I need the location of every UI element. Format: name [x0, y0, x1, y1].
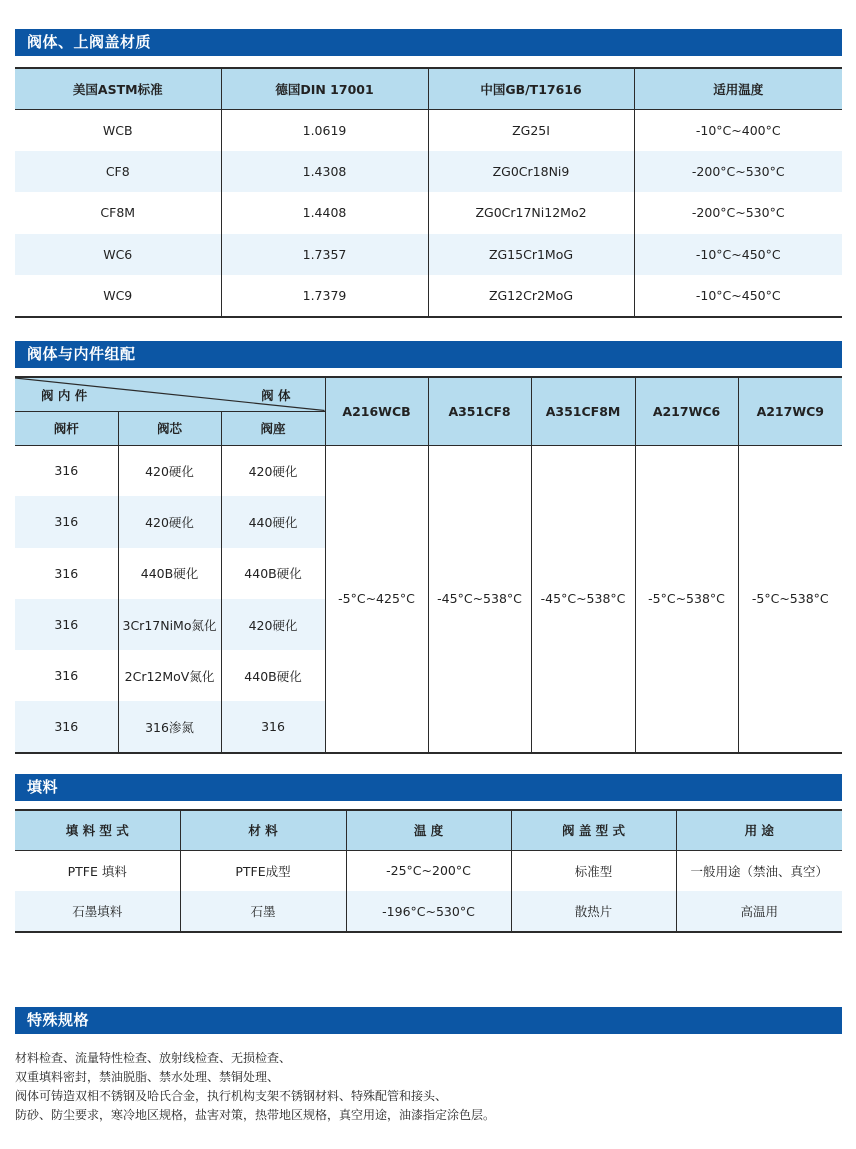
table-row [15, 891, 842, 932]
table-cell: 316 [15, 701, 118, 752]
table-cell: -10°C~450°C [634, 234, 842, 276]
temperature-cell: -5°C~538°C [635, 445, 738, 753]
table-row [15, 275, 842, 317]
column-header: 材 料 [180, 810, 346, 850]
table-cell: 440B硬化 [118, 548, 221, 599]
table-cell: 316渗氮 [118, 701, 221, 752]
column-header: 填 料 型 式 [15, 810, 180, 850]
assembly-table [15, 376, 842, 754]
column-header: 阀座 [221, 411, 325, 445]
note-line: 阀体可铸造双相不锈钢及哈氏合金，执行机构支架不锈钢材料、特殊配管和接头、 [15, 1089, 448, 1103]
table-cell: 1.7379 [221, 275, 428, 317]
table-cell: -25°C~200°C [346, 850, 511, 891]
column-header: A351CF8 [428, 377, 531, 445]
table-cell: 1.7357 [221, 234, 428, 276]
packing-section-title: 填料 [15, 774, 842, 801]
table-cell: 316 [54, 565, 79, 581]
table-header-row [15, 68, 842, 109]
table-cell: 散热片 [511, 891, 676, 932]
table-cell: 420硬化 [221, 599, 325, 650]
note-line: 双重填料密封，禁油脱脂、禁水处理、禁铜处理、 [15, 1070, 280, 1084]
assembly-section-title: 阀体与内件组配 [15, 341, 842, 368]
table-cell: -200°C~530°C [634, 192, 842, 234]
table-row [15, 109, 842, 151]
special-section-title: 特殊规格 [15, 1007, 842, 1034]
table-header-row [15, 377, 842, 411]
table-row [15, 234, 842, 276]
column-header: A217WC6 [635, 377, 738, 445]
table-cell: ZG0Cr18Ni9 [428, 151, 634, 193]
note-line: 防砂、防尘要求，寒冷地区规格，盐害对策，热带地区规格，真空用途，油漆指定涂色层。 [15, 1108, 496, 1122]
table-cell: 2Cr12MoV氮化 [118, 650, 221, 701]
table-cell: -10°C~400°C [634, 109, 842, 151]
table-cell: 316 [15, 599, 118, 650]
table-cell: -200°C~530°C [634, 151, 842, 193]
column-header: 适用温度 [634, 68, 842, 109]
column-header: 中国GB/T17616 [428, 68, 634, 109]
table-cell: PTFE成型 [180, 850, 346, 891]
table-cell: 316 [54, 668, 79, 684]
table-cell: CF8M [100, 205, 136, 221]
internals-label: 阀 内 件 [41, 388, 88, 403]
table-cell: CF8 [15, 151, 221, 193]
table-cell: 标准型 [511, 850, 676, 891]
materials-section-title: 阀体、上阀盖材质 [15, 29, 842, 56]
column-header: 美国ASTM标准 [15, 68, 221, 109]
table-cell: 1.4308 [221, 151, 428, 193]
diagonal-header [15, 377, 325, 411]
table-cell: ZG12Cr2MoG [428, 275, 634, 317]
table-cell: 440B硬化 [221, 650, 325, 701]
column-header: A217WC9 [738, 377, 842, 445]
table-cell: ZG25I [428, 109, 634, 151]
temperature-cell: -5°C~538°C [738, 445, 842, 753]
table-cell: 420硬化 [221, 445, 325, 496]
special-spec-notes [15, 1049, 495, 1125]
table-cell: 440硬化 [221, 496, 325, 547]
table-cell: ZG15Cr1MoG [428, 234, 634, 276]
table-cell: 420硬化 [118, 445, 221, 496]
column-header: A351CF8M [531, 377, 635, 445]
table-row [15, 445, 842, 496]
table-row [15, 151, 842, 193]
column-header: 用 途 [676, 810, 842, 850]
table-cell: WCB [102, 122, 133, 138]
column-header: 温 度 [346, 810, 511, 850]
table-cell: -196°C~530°C [346, 891, 511, 932]
table-cell: 3Cr17NiMo氮化 [118, 599, 221, 650]
column-header: 阀芯 [118, 411, 221, 445]
table-cell: 316 [221, 701, 325, 752]
table-header-row [15, 810, 842, 850]
note-line: 材料检查、流量特性检查、放射线检查、无损检查、 [15, 1051, 292, 1065]
table-cell: ZG0Cr17Ni12Mo2 [428, 192, 634, 234]
column-header: A216WCB [325, 377, 428, 445]
table-row [15, 850, 842, 891]
table-row [15, 192, 842, 234]
table-cell: PTFE 填料 [67, 863, 127, 879]
table-cell: 一般用途（禁油、真空） [676, 850, 842, 891]
table-cell: WC6 [15, 234, 221, 276]
table-cell: 石墨填料 [15, 891, 180, 932]
table-cell: 1.4408 [221, 192, 428, 234]
packing-table [15, 809, 842, 933]
table-cell: 420硬化 [118, 496, 221, 547]
temperature-cell: -45°C~538°C [531, 445, 635, 753]
materials-table [15, 67, 842, 318]
column-header: 阀 盖 型 式 [511, 810, 676, 850]
body-label: 阀 体 [261, 388, 291, 403]
column-header: 阀杆 [15, 411, 118, 445]
table-cell: 316 [54, 463, 79, 479]
table-cell: 316 [15, 496, 118, 547]
table-cell: 440B硬化 [221, 548, 325, 599]
table-cell: WC9 [103, 288, 133, 304]
temperature-cell: -45°C~538°C [428, 445, 531, 753]
table-cell: 1.0619 [221, 109, 428, 151]
column-header: 德国DIN 17001 [221, 68, 428, 109]
table-cell: 高温用 [676, 891, 842, 932]
temperature-cell: -5°C~425°C [325, 445, 428, 753]
table-cell: 石墨 [180, 891, 346, 932]
table-cell: -10°C~450°C [634, 275, 842, 317]
